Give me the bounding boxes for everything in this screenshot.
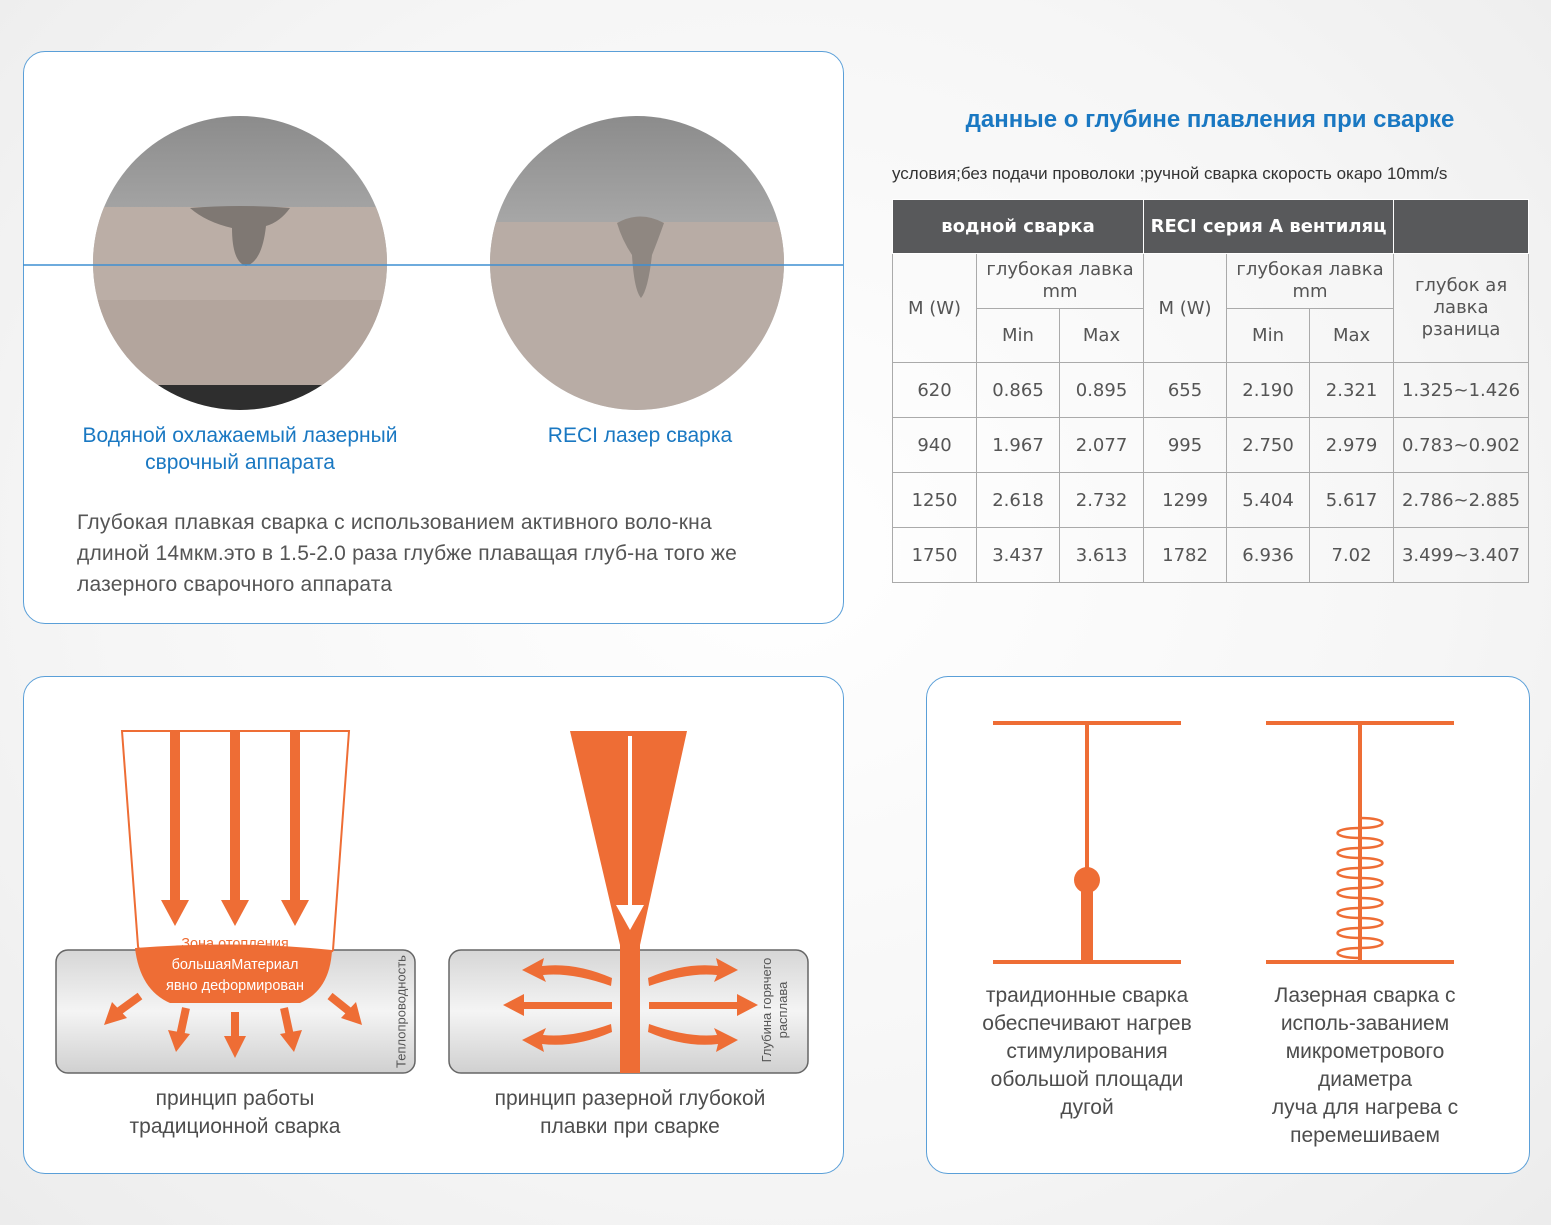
water-cooled-caption: Водяной охлажаемый лазерный сврочный аппарата <box>82 424 398 474</box>
table-cell: 2.190 <box>1227 363 1310 418</box>
table-cell: 1250 <box>893 473 977 528</box>
table-cell: 5.404 <box>1227 473 1310 528</box>
table-cell: 2.618 <box>977 473 1060 528</box>
traditional-caption: принцип работы традиционной сварка <box>129 1087 341 1138</box>
col-depth: глубокая лавка mm <box>1227 254 1394 309</box>
table-cell: 655 <box>1144 363 1227 418</box>
table-cell: 7.02 <box>1310 528 1394 583</box>
col-power: M (W) <box>1144 254 1227 363</box>
table-cell: 1.967 <box>977 418 1060 473</box>
laser-heating-caption: Лазерная сварка с исполь-заванием микрометрового диаметра луча для нагрева с перемешиваем <box>1271 984 1459 1147</box>
table-cell: 5.617 <box>1310 473 1394 528</box>
col-max: Max <box>1060 309 1144 363</box>
table-cell: 3.437 <box>977 528 1060 583</box>
table-cell: 620 <box>893 363 977 418</box>
col-min: Min <box>1227 309 1310 363</box>
table-cell: 2.979 <box>1310 418 1394 473</box>
col-power: M (W) <box>893 254 977 363</box>
arc-heating-caption: траидионные сварка обеспечивают нагрев стимулирования обольшой площади дугой <box>982 984 1192 1119</box>
group-header-reci: RECI серия A вентиляц <box>1144 200 1394 254</box>
melt-depth-label: Глубина горячего расплава <box>759 957 790 1063</box>
col-max: Max <box>1310 309 1394 363</box>
table-cell: 2.750 <box>1227 418 1310 473</box>
table-cell: 0.895 <box>1060 363 1144 418</box>
heat-zone-label: Зона отопления большаяМатериал явно деформирован <box>165 936 305 994</box>
table-cell: 0.865 <box>977 363 1060 418</box>
group-header-water: водной сварка <box>893 200 1144 254</box>
heat-conduction-label: Теплопроводность <box>393 955 409 1068</box>
reci-caption: RECI лазер сварка <box>547 424 733 447</box>
table-cell: 2.732 <box>1060 473 1144 528</box>
table-title: данные о глубине плавления при сварке <box>965 106 1455 133</box>
table-conditions: условия;без подачи проволоки ;ручной сварка скорость окаро 10mm/s <box>892 164 1448 183</box>
table-cell: 995 <box>1144 418 1227 473</box>
table-cell: 3.499~3.407 <box>1394 528 1529 583</box>
table-cell: 6.936 <box>1227 528 1310 583</box>
table-cell: 1.325~1.426 <box>1394 363 1529 418</box>
arc-heating-diagram <box>993 723 1181 962</box>
table-cell: 0.783~0.902 <box>1394 418 1529 473</box>
table-cell: 2.321 <box>1310 363 1394 418</box>
table-cell: 2.786~2.885 <box>1394 473 1529 528</box>
laser-micro-beam-diagram <box>1266 723 1454 962</box>
table-cell: 940 <box>893 418 977 473</box>
col-diff: глубок ая лавка рзаница <box>1394 254 1529 363</box>
table-cell: 3.613 <box>1060 528 1144 583</box>
laser-caption: принцип разерной глубокой плавки при сварке <box>494 1087 766 1138</box>
description-text: Глубокая плавкая сварка с использованием активного воло-кна длиной 14мкм.это в 1.5-2.0 раза глубже плаващая глуб-на того же лазерного сварочного аппарата <box>77 511 737 596</box>
table-cell: 1782 <box>1144 528 1227 583</box>
col-min: Min <box>977 309 1060 363</box>
table-cell: 1299 <box>1144 473 1227 528</box>
col-depth: глубокая лавка mm <box>977 254 1144 309</box>
table-cell: 1750 <box>893 528 977 583</box>
table-cell: 2.077 <box>1060 418 1144 473</box>
